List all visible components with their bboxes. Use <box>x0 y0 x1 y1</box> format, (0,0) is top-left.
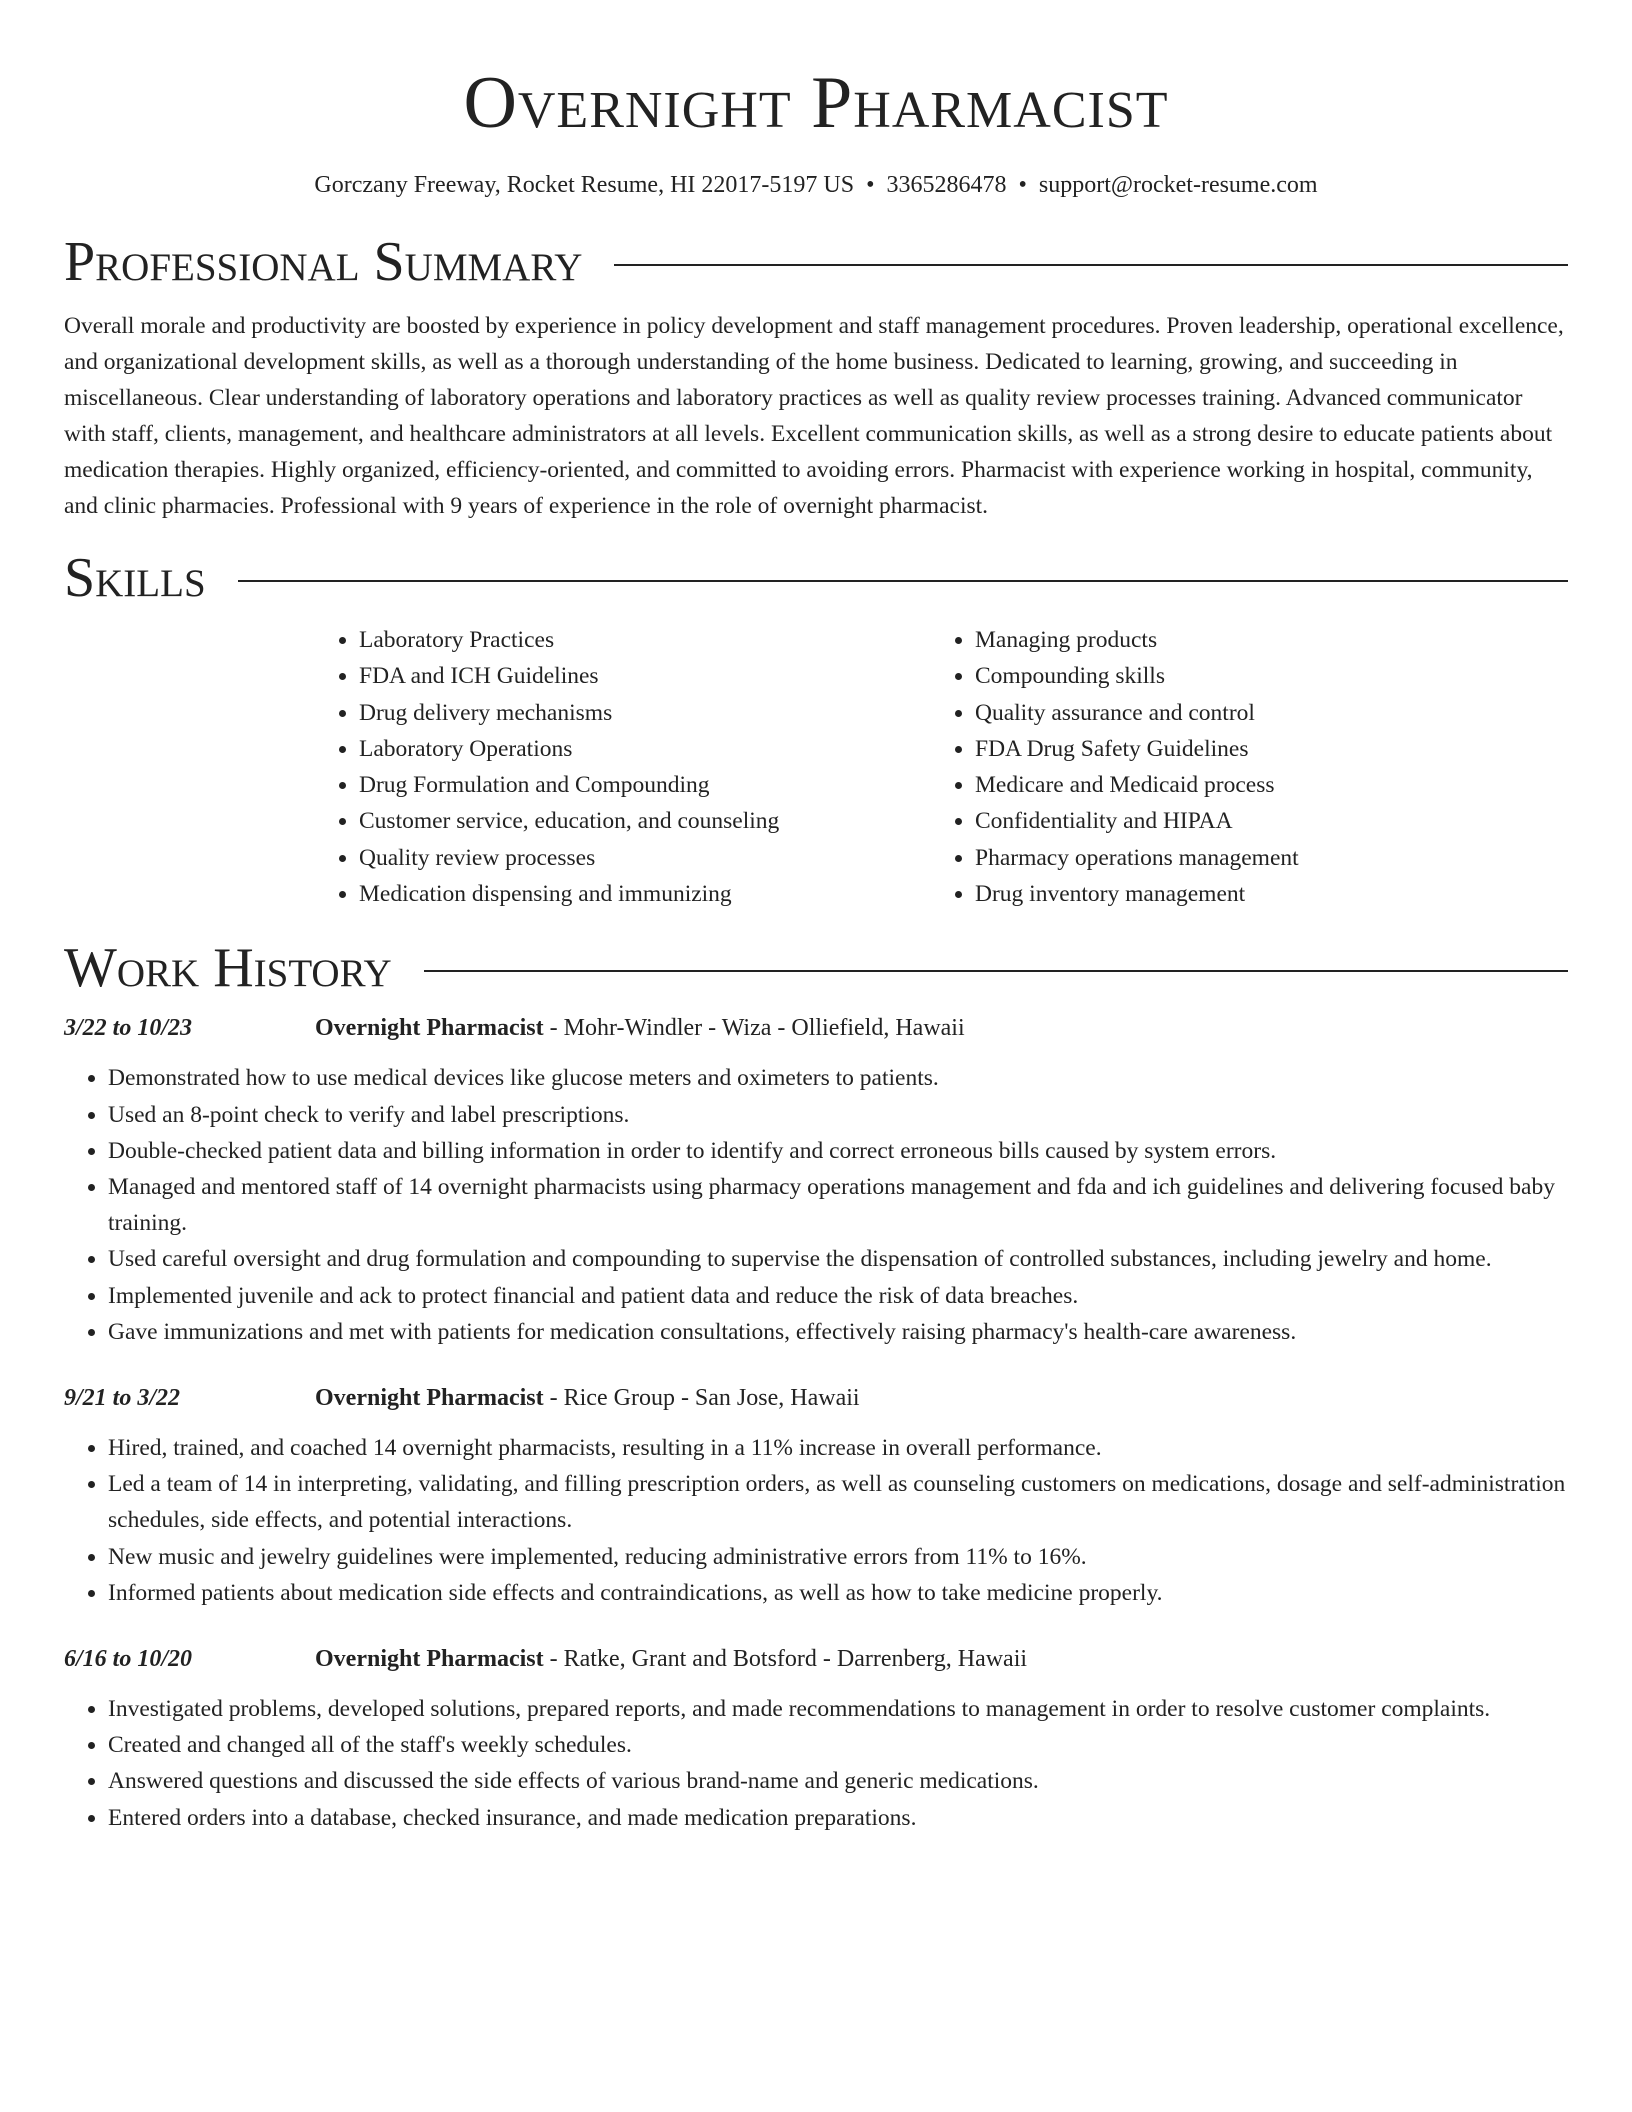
job-bullet: • Answered questions and discussed the side effects of various brand-name and generic medications. <box>108 1763 1568 1799</box>
skill-item: • Confidentiality and HIPAA <box>975 803 1299 839</box>
job-entry <box>64 1012 1568 1350</box>
job-title: Overnight Pharmacist <box>315 1646 544 1673</box>
skill-item: • Laboratory Practices <box>359 622 931 658</box>
skill-item: • FDA and ICH Guidelines <box>359 658 931 694</box>
summary-section-title: Professional Summary <box>64 231 583 293</box>
skill-item: • Compounding skills <box>975 658 1299 694</box>
job-entry <box>64 1643 1568 1836</box>
section-divider <box>614 264 1568 266</box>
job-bullet: • Managed and mentored staff of 14 overnight pharmacists using pharmacy operations management and fda and ich guidelines and delivering focused baby training. <box>108 1169 1568 1241</box>
resume-name: Overnight Pharmacist <box>463 62 1169 144</box>
job-title: Overnight Pharmacist <box>315 1015 544 1042</box>
job-bullet: • Implemented juvenile and ack to protect financial and patient data and reduce the risk of data breaches. <box>108 1278 1568 1314</box>
job-header <box>64 1382 1568 1414</box>
section-divider <box>238 580 1568 582</box>
job-dates: 6/16 to 10/20 <box>64 1646 193 1673</box>
skill-item: • Quality review processes <box>359 840 931 876</box>
section-divider <box>424 970 1568 972</box>
job-details: - Mohr-Windler - Wiza - Olliefield, Hawaii <box>543 1015 965 1042</box>
job-bullet: • Created and changed all of the staff's weekly schedules. <box>108 1727 1568 1763</box>
job-heading <box>315 1643 1027 1675</box>
job-bullets <box>64 1691 1568 1836</box>
contact-phone: 3365286478 <box>886 172 1007 198</box>
job-heading <box>315 1382 860 1414</box>
job-details: - Ratke, Grant and Botsford - Darrenberg, Hawaii <box>543 1646 1028 1673</box>
skills-section-header <box>64 546 1568 610</box>
contact-email: support@rocket-resume.com <box>1038 172 1318 198</box>
job-bullet: • Used careful oversight and drug formulation and compounding to supervise the dispensation of controlled substances, including jewelry and home. <box>108 1241 1568 1277</box>
work-section-title: Work History <box>64 937 392 1000</box>
summary-text: Overall morale and productivity are boosted by experience in policy development and staff management procedures. Proven leadership, operational excellence, and organizational development skills, as well as a thorough understanding of the home business. Dedicated to learning, growing, and succeeding in miscellaneous. Clear understanding of laboratory operations and laboratory practices as well as quality review processes training. Advanced communicator with staff, clients, management, and healthcare administrators at all levels. Excellent communication skills, as well as a strong desire to educate patients about medication therapies. Highly organized, efficiency-oriented, and committed to avoiding errors. Pharmacist with experience working in hospital, community, and clinic pharmacies. Professional with 9 years of experience in the role of overnight pharmacist. <box>64 313 1564 519</box>
job-bullets <box>64 1430 1568 1611</box>
job-dates: 3/22 to 10/23 <box>64 1015 193 1042</box>
contact-separator: • <box>1018 172 1027 198</box>
job-bullet: • Used an 8-point check to verify and label prescriptions. <box>108 1097 1568 1133</box>
job-header <box>64 1012 1568 1044</box>
skill-item: • Customer service, education, and counseling <box>359 803 931 839</box>
skills-column-2 <box>931 622 1299 912</box>
job-bullet: • Informed patients about medication side effects and contraindications, as well as how to take medicine properly. <box>108 1575 1568 1611</box>
skill-item: • Drug Formulation and Compounding <box>359 767 931 803</box>
job-title: Overnight Pharmacist <box>315 1385 544 1411</box>
skill-item: • Laboratory Operations <box>359 731 931 767</box>
job-dates: 9/21 to 3/22 <box>64 1385 181 1411</box>
skills-section-title: Skills <box>64 547 206 609</box>
job-bullet: • Led a team of 14 in interpreting, validating, and filling prescription orders, as well as counseling customers on medications, dosage and self-administration schedules, side effects, and potential interactions. <box>108 1466 1568 1538</box>
skill-item: • Medicare and Medicaid process <box>975 767 1299 803</box>
job-bullet: • Hired, trained, and coached 14 overnight pharmacists, resulting in a 11% increase in overall performance. <box>108 1430 1568 1466</box>
resume-page <box>64 0 1568 1836</box>
job-bullet: • Demonstrated how to use medical devices like glucose meters and oximeters to patients. <box>108 1060 1568 1096</box>
skill-item: • Drug delivery mechanisms <box>359 695 931 731</box>
job-entry <box>64 1382 1568 1611</box>
job-heading <box>315 1012 965 1044</box>
skill-item: • Drug inventory management <box>975 876 1299 912</box>
work-section-header <box>64 936 1568 1000</box>
skill-item: • Quality assurance and control <box>975 695 1299 731</box>
summary-section-header <box>64 230 1568 294</box>
skill-item: • Pharmacy operations management <box>975 840 1299 876</box>
job-bullet: • New music and jewelry guidelines were implemented, reducing administrative errors from 11% to 16%. <box>108 1539 1568 1575</box>
contact-address: Gorczany Freeway, Rocket Resume, HI 22017-5197 US <box>314 172 855 198</box>
skill-item: • FDA Drug Safety Guidelines <box>975 731 1299 767</box>
job-bullet: • Gave immunizations and met with patients for medication consultations, effectively raising pharmacy's health-care awareness. <box>108 1314 1568 1350</box>
job-bullet: • Investigated problems, developed solutions, prepared reports, and made recommendations to management in order to resolve customer complaints. <box>108 1691 1568 1727</box>
job-details: - Rice Group - San Jose, Hawaii <box>543 1385 860 1411</box>
job-header <box>64 1643 1568 1675</box>
skill-item: • Medication dispensing and immunizing <box>359 876 931 912</box>
contact-separator: • <box>866 172 875 198</box>
job-bullet: • Double-checked patient data and billing information in order to identify and correct erroneous bills caused by system errors. <box>108 1133 1568 1169</box>
job-bullets <box>64 1060 1568 1350</box>
skills-list <box>315 622 1568 912</box>
job-bullet: • Entered orders into a database, checked insurance, and made medication preparations. <box>108 1800 1568 1836</box>
skill-item: • Managing products <box>975 622 1299 658</box>
contact-line <box>64 170 1568 200</box>
skills-column-1 <box>315 622 931 912</box>
